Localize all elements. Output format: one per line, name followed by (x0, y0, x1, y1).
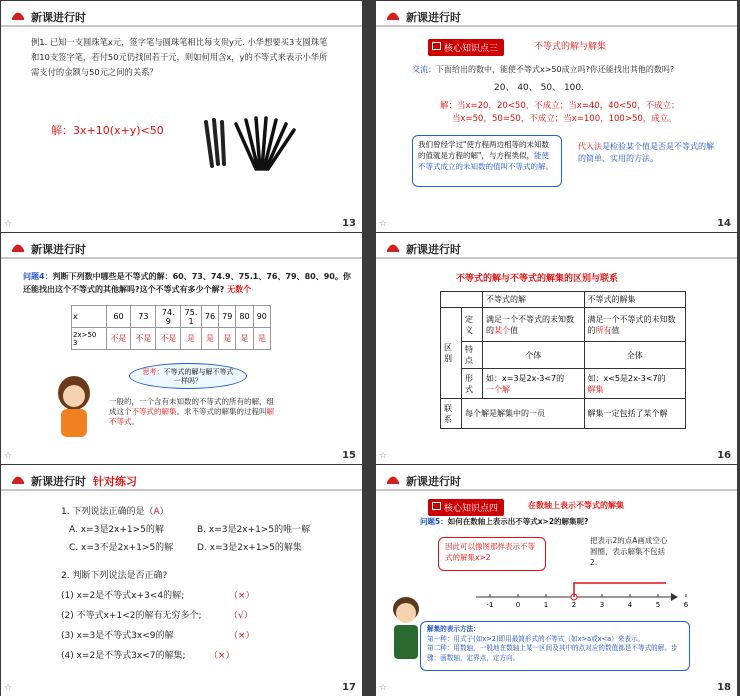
table-cell: 是 (253, 328, 270, 350)
question-1: 1. 下列说法正确的是（A） (61, 507, 169, 517)
slide-footer (376, 446, 737, 464)
judgement-3: （×） (229, 631, 255, 641)
row-label: 区别 (441, 308, 462, 399)
table-cell: 是 (219, 328, 236, 350)
slide-title: 新课进行时 (406, 11, 461, 24)
question-2: 2. 判断下列说法是否正确? (61, 571, 168, 581)
transition-star-icon[interactable]: ☆ (4, 451, 13, 461)
slide-15[interactable] (1, 233, 362, 464)
axis-tick-label: 6 (683, 601, 689, 609)
table-cell: 如：x=3是2x-3<7的 一个解 (483, 369, 584, 399)
slide-number: 15 (342, 450, 356, 461)
table-cell: 是 (181, 328, 202, 350)
table-cell: 2x>50 3 (72, 328, 107, 350)
table-cell: 90 (253, 306, 270, 328)
judgement-1: （×） (229, 591, 255, 601)
slide-header (1, 465, 362, 491)
slide-13[interactable] (1, 1, 362, 232)
axis-tick-label: 5 (655, 601, 661, 609)
table-cell: 个体 (483, 342, 584, 369)
knowledge-badge: 核心知识点四 (428, 499, 504, 516)
header-cell: 不等式的解 (483, 292, 584, 308)
monitor-icon (432, 42, 441, 50)
axis-tick-label: 3 (599, 601, 605, 609)
slide-footer (376, 678, 737, 696)
slide-footer (1, 678, 362, 696)
axis-tick-label: 0 (515, 601, 521, 609)
axis-ticks (487, 594, 689, 609)
statement-3: (3) x=3是不等式3x<9的解 (61, 631, 174, 641)
table-cell: 满足一个不等式的未知数的某个值 (483, 308, 584, 342)
slide-title: 新课进行时 (406, 243, 461, 256)
practice-tag: 针对练习 (93, 475, 137, 488)
method-box: 解集的表示方法： 第一种：用式子(如x>2)即用最简形式的不等式（如x>a或x<a）来表示。 第二种：用数轴，一般地在数轴上某一区间及其中的点对应的数值都是不等式的解。步骤：画数轴，定界点，定方向。 (420, 621, 690, 671)
transition-star-icon[interactable]: ☆ (379, 219, 388, 229)
comparison-table (440, 291, 686, 429)
table-cell: 不是 (106, 328, 131, 350)
option-d: D. x=3是2x+1>5的解集 (197, 543, 302, 553)
logo-icon (386, 9, 400, 21)
solution-line-1: 解：当x=20，20<50，不成立；当x=40，40<50，不成立； (440, 101, 680, 111)
header-cell: 不等式的解集 (584, 292, 686, 308)
table-cell: 每个解是解集中的一员 (462, 399, 584, 429)
slide-header (376, 233, 737, 259)
option-b: B. x=3是2x+1>5的唯一解 (197, 525, 311, 535)
solution-line-2: 当x=50，50=50，不成立；当x=100，100>50，成立。 (452, 114, 677, 124)
pens-image (196, 114, 306, 172)
number-line (476, 577, 689, 609)
table-heading: 不等式的解与不等式的解集的区别与联系 (456, 274, 619, 284)
slide-number: 13 (342, 218, 356, 229)
substitution-note: 代入法是检验某个值是否是不等式的解的简单、实用的方法。 (578, 142, 714, 163)
table-cell: 73 (131, 306, 156, 328)
table-cell: 如：x<5是2x-3<7的 解集 (584, 369, 686, 399)
axis-tick-label: 2 (571, 601, 577, 609)
logo-icon (386, 473, 400, 485)
table-cell: 不是 (156, 328, 181, 350)
logo-icon (11, 241, 25, 253)
question-5: 问题5：如何在数轴上表示出不等式x>2的解集呢? (420, 517, 589, 526)
slide-header (376, 465, 737, 491)
check-table (71, 305, 271, 350)
axis-tick-label: -1 (486, 601, 494, 609)
slide-14[interactable] (376, 1, 737, 232)
transition-star-icon[interactable]: ☆ (379, 683, 388, 693)
answer-text: 解：3x+10(x+y)<50 (51, 124, 164, 137)
statement-2: (2) 不等式x+1<2的解有无穷多个; (61, 611, 202, 621)
exchange-text: 下面给出的数中，能使不等式x>50成立吗?你还能找出其他的数吗? (436, 65, 675, 74)
row-label: 联系 (441, 399, 462, 429)
table-cell: 75. 1 (181, 306, 202, 328)
statement-4: (4) x=2是不等式3x<7的解集; (61, 651, 186, 661)
row-label: 特点 (462, 342, 483, 369)
monitor-icon (432, 502, 441, 510)
transition-star-icon[interactable]: ☆ (379, 451, 388, 461)
slide-title: 新课进行时 (31, 475, 86, 488)
slide-header (376, 1, 737, 27)
slide-header (1, 1, 362, 27)
table-cell: 满足一个不等式的未知数的所有值 (584, 308, 686, 342)
axis-tick-label: 1 (543, 601, 549, 609)
slide-title: 新课进行时 (406, 475, 461, 488)
hollow-point-note: 把表示2的点A画成空心圆圈，表示解集不包括2. (590, 536, 668, 567)
table-cell: 是 (201, 328, 218, 350)
table-cell: 是 (236, 328, 253, 350)
knowledge-badge: 核心知识点三 (428, 39, 504, 56)
slide-header (1, 233, 362, 259)
explanation-text: 一般的，一个含有未知数的不等式的所有的解，组成这个不等式的解集。求不等式的解集的过程叫解不等式。 (109, 397, 274, 426)
slide-footer (376, 214, 737, 232)
slide-16[interactable] (376, 233, 737, 464)
slide-17[interactable] (1, 465, 362, 696)
table-cell: x (72, 306, 107, 328)
option-c: C. x=3不是2x+1>5的解 (69, 543, 174, 553)
judgement-2: （√） (229, 611, 253, 621)
slide-number: 16 (717, 450, 731, 461)
logo-icon (11, 473, 25, 485)
section-heading: 不等式的解与解集 (534, 42, 607, 52)
table-cell: 76 (201, 306, 218, 328)
slide-footer (1, 446, 362, 464)
judgement-4: （×） (209, 651, 235, 661)
row-label: 定义 (462, 308, 483, 342)
table-cell: 80 (236, 306, 253, 328)
exchange-label: 交流： (412, 65, 436, 74)
slide-title: 新课进行时 (31, 243, 86, 256)
section-heading: 在数轴上表示不等式的解集 (528, 501, 624, 510)
table-cell: 不是 (131, 328, 156, 350)
axis-tick-label: 4 (627, 601, 633, 609)
logo-icon (11, 9, 25, 21)
slide-title: 新课进行时 (31, 11, 86, 24)
slide-number: 17 (342, 682, 356, 693)
red-callout: 因此可以像图那样表示不等式的解集x>2 (438, 537, 546, 571)
slide-number: 18 (717, 682, 731, 693)
student-avatar (49, 373, 99, 439)
slide-footer (1, 214, 362, 232)
question-text: 问题4：判断下列数中哪些是不等式的解：60、73、74.9、75.1、76、79、80、90。你还能找出这个不等式的其他解吗?这个不等式有多少个解? 无数个 (23, 272, 351, 294)
table-cell: 79 (219, 306, 236, 328)
table-cell: 解集一定包括了某个解 (584, 399, 686, 429)
option-a: A. x=3是2x+1>5的解 (69, 525, 164, 535)
thought-bubble: 思考：不等式的解与解不等式一样吗？ (129, 363, 247, 389)
table-cell: 60 (106, 306, 131, 328)
number-list: 20、 40、 50、 100. (494, 83, 584, 93)
statement-1: (1) x=2是不等式x+3<4的解; (61, 591, 185, 601)
example-text: 例1. 已知一支圆珠笔x元，签字笔与圆珠笔相比每支贵y元. 小华想要买3支圆珠笔和10支签字笔，若付50元仍找回若干元，则如何用含x，y的不等式来表示小华所需支付的金额与50元之间的关系？ (31, 37, 328, 77)
slide-18[interactable] (376, 465, 737, 696)
solution-ray (574, 583, 666, 597)
transition-star-icon[interactable]: ☆ (4, 219, 13, 229)
table-cell: 74. 9 (156, 306, 181, 328)
transition-star-icon[interactable]: ☆ (4, 683, 13, 693)
slide-number: 14 (717, 218, 731, 229)
logo-icon (386, 241, 400, 253)
definition-box: 我们曾经学过"使方程两边相等的未知数的值就是方程的解"，与方程类似，能使不等式成立的未知数的值叫不等式的解。 (412, 135, 562, 187)
table-cell: 全体 (584, 342, 686, 369)
row-label: 形式 (462, 369, 483, 399)
